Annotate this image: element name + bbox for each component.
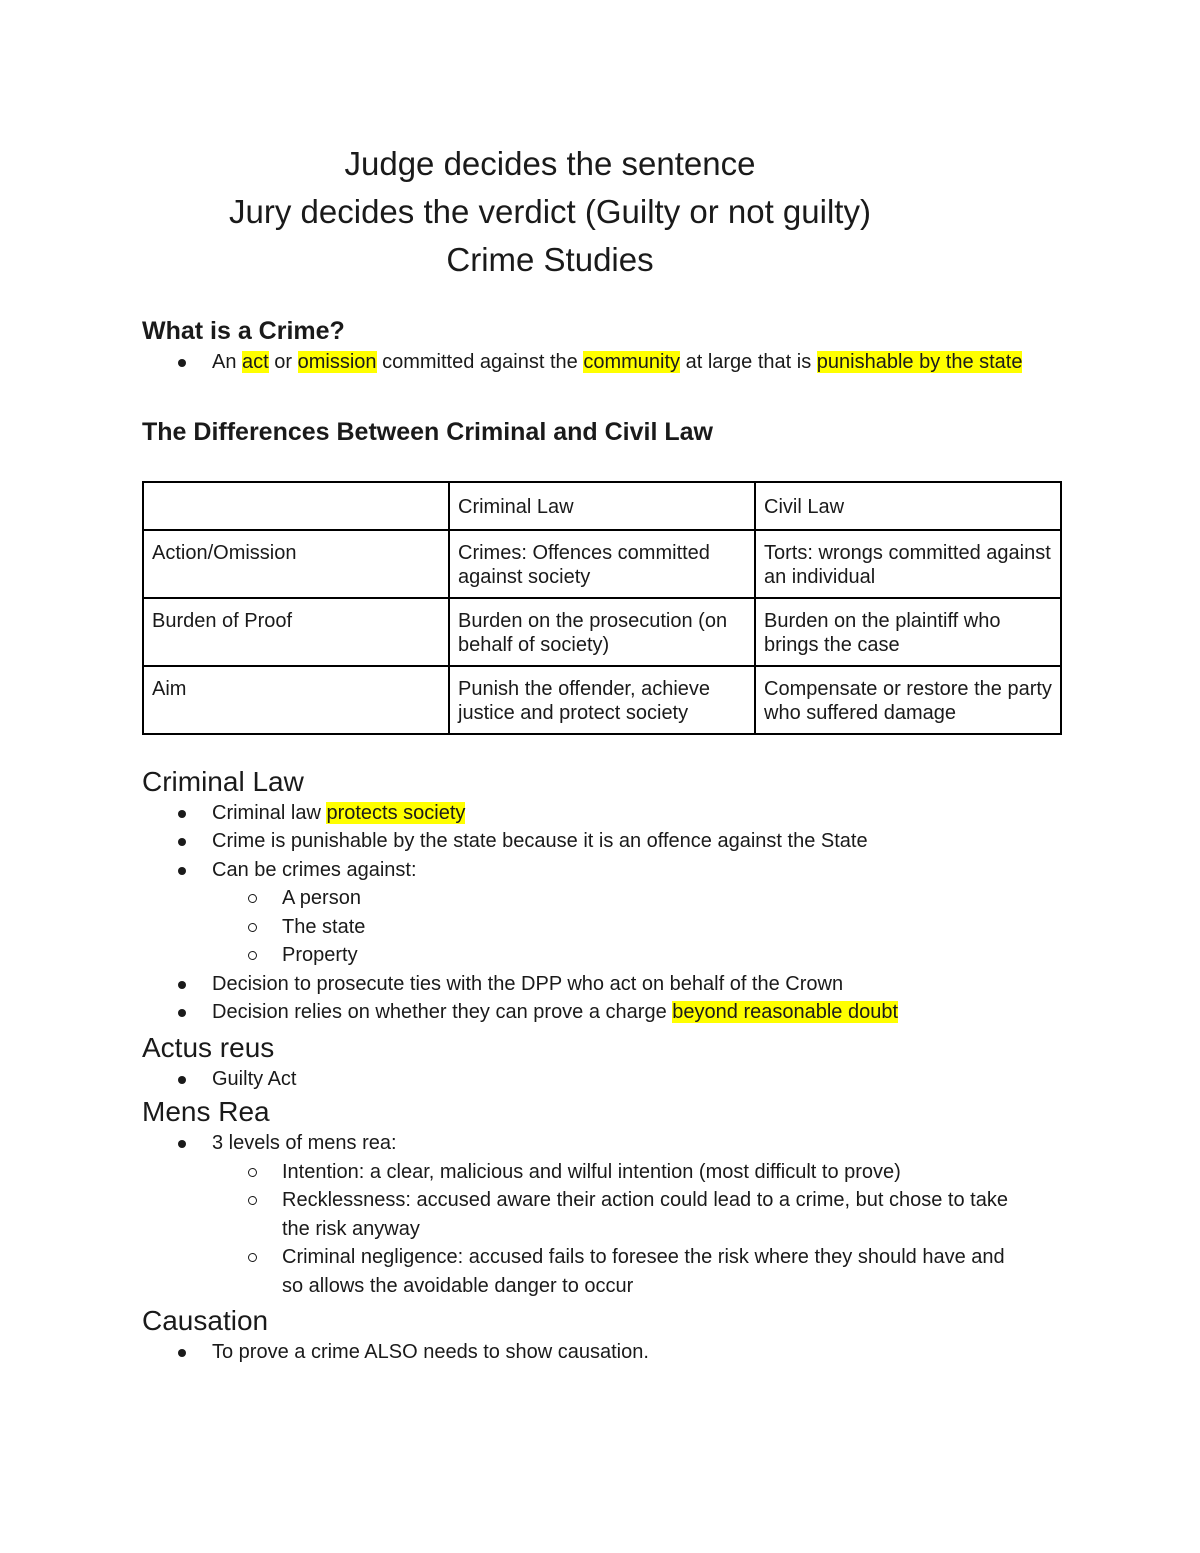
actus-reus-list [142,1065,1062,1094]
table-cell: Burden on the plaintiff who brings the case [755,598,1061,666]
highlight-community: community [583,351,681,373]
text-run: committed against the [376,351,584,373]
highlight-punishable: punishable by the state [816,351,1023,373]
text-run: at large that is [680,351,817,373]
text-run: or [268,351,298,373]
mens-rea-sublist [212,1158,1022,1301]
text-run: An [212,351,243,373]
sub-list-item: Intention: a clear, malicious and wilful intention (most difficult to prove) [142,1158,1022,1187]
table-cell: Torts: wrongs committed against an individual [755,530,1061,598]
text-run: Decision relies on whether they can prove a charge [212,1001,673,1023]
table-cell: Punish the offender, achieve justice and protect society [449,666,755,734]
sub-list-item: A person [142,884,1062,913]
sub-list-item: The state [142,913,1062,942]
heading-what-is-crime: What is a Crime? [142,317,345,345]
header-cell-civil: Civil Law [755,482,1061,530]
table-cell: Burden of Proof [143,598,449,666]
heading-actus-reus: Actus reus [142,1031,275,1063]
title-block [90,140,1010,284]
crime-definition-list [142,348,1062,377]
table-row [143,666,1061,734]
highlight-act: act [242,351,269,373]
sub-list-item: Property [142,941,1062,970]
mens-rea-list [142,1129,1062,1300]
highlight-protects-society: protects society [326,801,466,824]
list-item [142,1129,1062,1300]
list-item: Crime is punishable by the state because it is an offence against the State [142,827,1062,856]
table-cell: Compensate or restore the party who suffered damage [755,666,1061,734]
title-jury: Jury decides the verdict (Guilty or not guilty) [229,193,871,230]
heading-criminal-law: Criminal Law [142,765,304,797]
crimes-against-sublist [212,884,1062,970]
list-item: Decision to prosecute ties with the DPP who act on behalf of the Crown [142,970,1062,999]
heading-causation: Causation [142,1305,269,1336]
table-cell: Action/Omission [143,530,449,598]
sub-list-item: Recklessness: accused aware their action could lead to a crime, but chose to take the risk anyway [142,1186,1022,1243]
table-row [143,598,1061,666]
title-judge: Judge decides the sentence [344,145,756,182]
text-run: Can be crimes against: [212,858,417,881]
text-run: 3 levels of mens rea: [212,1132,397,1154]
list-item [142,998,1062,1027]
sub-list-item: Criminal negligence: accused fails to foresee the risk where they should have and so allows the avoidable danger to occur [142,1243,1022,1300]
document-page [142,140,1062,1367]
table-header-row [143,482,1061,530]
list-item: Guilty Act [142,1065,1062,1094]
list-item [142,348,1062,377]
causation-list [142,1338,1062,1367]
header-cell-empty [143,482,449,530]
table-cell: Burden on the prosecution (on behalf of society) [449,598,755,666]
heading-mens-rea: Mens Rea [142,1096,270,1127]
header-cell-criminal: Criminal Law [449,482,755,530]
highlight-omission: omission [297,351,377,373]
list-item: To prove a crime ALSO needs to show causation. [142,1338,1062,1367]
heading-differences: The Differences Between Criminal and Civil Law [142,417,713,446]
list-item [142,799,1062,828]
comparison-table [142,481,1062,735]
title-crime-studies: Crime Studies [446,241,654,278]
highlight-reasonable-doubt: beyond reasonable doubt [672,1001,899,1023]
text-run: Criminal law [212,801,327,824]
table-cell: Aim [143,666,449,734]
table-cell: Crimes: Offences committed against society [449,530,755,598]
table-row [143,530,1061,598]
list-item [142,856,1062,970]
criminal-law-list [142,799,1062,1027]
